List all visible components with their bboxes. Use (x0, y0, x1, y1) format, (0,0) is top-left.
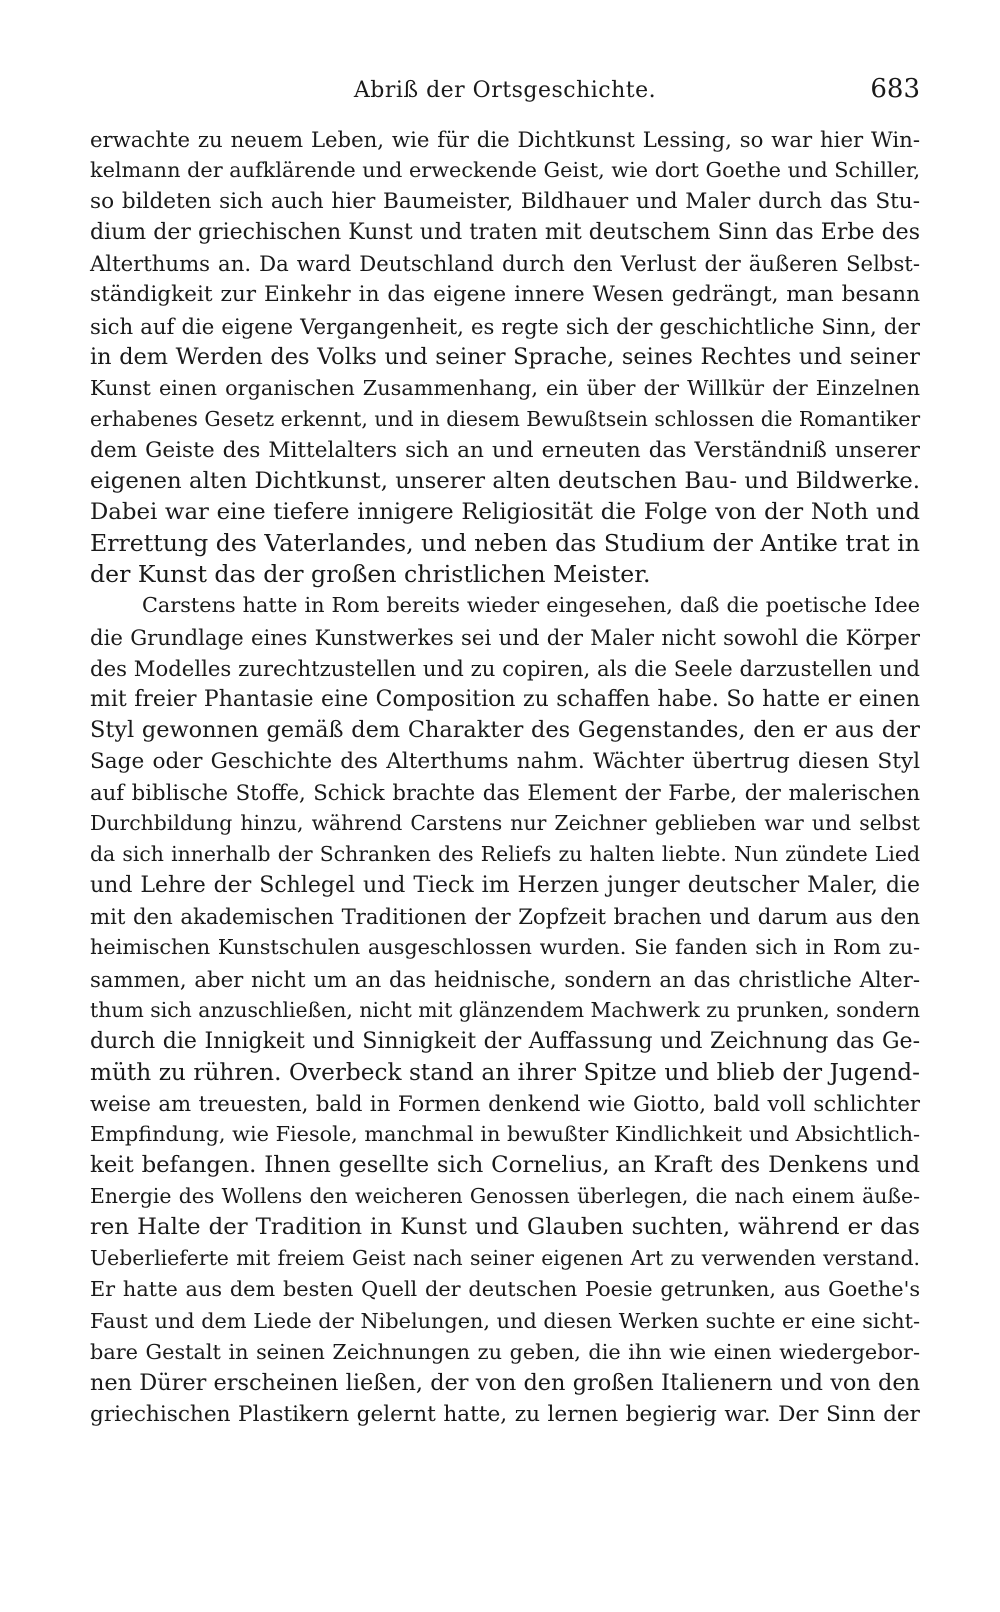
paragraph-2 (90, 590, 920, 1430)
paragraph-1 (90, 124, 920, 590)
text-line: auf biblische Stoffe, Schick brachte das Element der Farbe, der malerischen (90, 779, 920, 805)
text-line: Faust und dem Liede der Nibelungen, und diesen Werken suchte er eine sicht- (90, 1308, 920, 1333)
text-line: müth zu rühren. Overbeck stand an ihrer Spitze und blieb der Jugend- (90, 1058, 920, 1086)
text-line: dem Geiste des Mittelalters sich an und erneuten das Verständniß unserer (90, 437, 920, 463)
text-line: Styl gewonnen gemäß dem Charakter des Gegenstandes, den er aus der (90, 716, 920, 743)
text-line: Sage oder Geschichte des Alterthums nahm. Wächter übertrug diesen Styl (90, 748, 920, 774)
text-line: des Modelles zurechtzustellen und zu copiren, als die Seele darzustellen und (90, 655, 920, 681)
text-line: der Kunst das der großen christlichen Meister. (90, 560, 651, 589)
text-line: Durchbildung hinzu, während Carstens nur Zeichner geblieben war und selbst (90, 811, 920, 836)
body-text (90, 124, 920, 1430)
text-line: nen Dürer erscheinen ließen, der von den großen Italienern und von den (90, 1369, 920, 1396)
text-line: mit den akademischen Traditionen der Zopfzeit brachen und darum aus den (90, 904, 920, 930)
text-line: thum sich anzuschließen, nicht mit glänzendem Machwerk zu prunken, sondern (90, 997, 921, 1022)
text-line: Energie des Wollens den weicheren Genossen überlegen, die nach einem äuße- (90, 1184, 920, 1209)
text-line: Alterthums an. Da ward Deutschland durch den Verlust der äußeren Selbst- (90, 251, 920, 277)
text-line: bare Gestalt in seinen Zeichnungen zu geben, die ihn wie einen wiedergebor- (90, 1339, 920, 1364)
text-line: Ueberlieferte mit freiem Geist nach seiner eigenen Art zu verwenden verstand. (90, 1246, 920, 1271)
text-line: mit freier Phantasie eine Composition zu schaffen habe. So hatte er einen (90, 686, 920, 712)
text-line: dium der griechischen Kunst und traten mit deutschem Sinn das Erbe des (90, 220, 920, 246)
text-line: und Lehre der Schlegel und Tieck im Herzen junger deutscher Maler, die (90, 873, 920, 899)
text-line: eigenen alten Dichtkunst, unserer alten deutschen Bau- und Bildwerke. (90, 468, 920, 495)
text-line: die Grundlage eines Kunstwerkes sei und der Maler nicht sowohl die Körper (90, 624, 920, 650)
text-line: ren Halte der Tradition in Kunst und Glauben suchten, während er das (90, 1214, 920, 1241)
running-header (90, 74, 920, 112)
text-line: sich auf die eigene Vergangenheit, es regte sich der geschichtliche Sinn, der (90, 313, 920, 339)
text-line: Empfindung, wie Fiesole, manchmal in bewußter Kindlichkeit und Absichtlich- (90, 1122, 920, 1146)
text-line: erhabenes Gesetz erkennt, und in diesem Bewußtsein schlossen die Romantiker (90, 406, 921, 431)
text-line: Dabei war eine tiefere innigere Religiosität die Folge von der Noth und (90, 499, 920, 526)
text-line: in dem Werden des Volks und seiner Sprache, seines Rechtes und seiner (90, 343, 920, 370)
running-title: Abriß der Ortsgeschichte. (353, 78, 657, 103)
text-line: da sich innerhalb der Schranken des Reliefs zu halten liebte. Nun zündete Lied (90, 842, 920, 867)
text-line: kelmann der aufklärende und erweckende Geist, wie dort Goethe und Schiller, (90, 158, 921, 183)
text-line: weise am treuesten, bald in Formen denkend wie Giotto, bald voll schlichter (90, 1090, 920, 1116)
text-line: Errettung des Vaterlandes, und neben das Studium der Antike trat in (90, 529, 920, 558)
text-line: ständigkeit zur Einkehr in das eigene innere Wesen gedrängt, man besann (90, 282, 920, 308)
text-line: Er hatte aus dem besten Quell der deutschen Poesie getrunken, aus Goethe's (90, 1277, 920, 1302)
text-line: keit befangen. Ihnen gesellte sich Cornelius, an Kraft des Denkens und (90, 1152, 920, 1179)
text-line: Carstens hatte in Rom bereits wieder eingesehen, daß die poetische Idee (142, 593, 920, 618)
text-line: heimischen Kunstschulen ausgeschlossen wurden. Sie fanden sich in Rom zu- (90, 935, 920, 960)
text-line: erwachte zu neuem Leben, wie für die Dichtkunst Lessing, so war hier Win- (90, 127, 920, 152)
text-line: so bildeten sich auch hier Baumeister, Bildhauer und Maler durch das Stu- (90, 189, 920, 215)
text-line: Kunst einen organischen Zusammenhang, ein über der Willkür der Einzelnen (90, 375, 920, 400)
page-number: 683 (870, 74, 920, 104)
text-line: sammen, aber nicht um an das heidnische, sondern an das christliche Alter- (90, 966, 920, 992)
text-line: griechischen Plastikern gelernt hatte, zu lernen begierig war. Der Sinn der (90, 1401, 920, 1427)
text-line: durch die Innigkeit und Sinnigkeit der Auffassung und Zeichnung das Ge- (90, 1028, 920, 1054)
